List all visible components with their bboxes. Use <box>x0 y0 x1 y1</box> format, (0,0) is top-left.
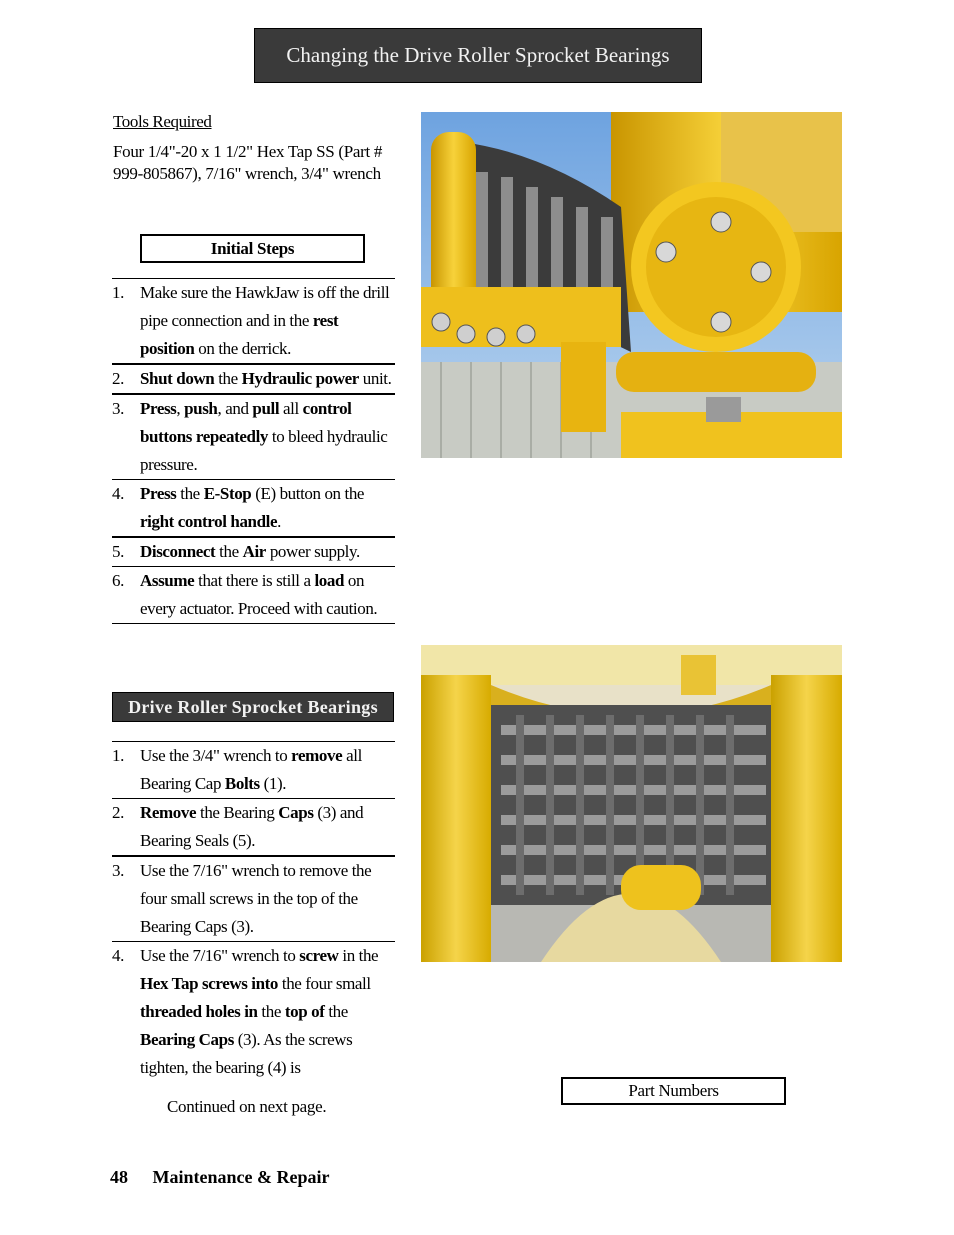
footer-section: Maintenance & Repair <box>152 1167 330 1187</box>
photo-sprocket-assembly-top <box>421 112 842 458</box>
initial-step <box>112 536 395 566</box>
continued-note: Continued on next page. <box>167 1097 327 1116</box>
step-number: 4. <box>112 484 124 503</box>
step-number: 6. <box>112 571 124 590</box>
step-text: Press, push, and pull all control buttons repeatedly to bleed hydraulic pressure. <box>140 399 388 474</box>
step-number: 5. <box>112 542 124 561</box>
part-numbers-box <box>561 1077 786 1105</box>
step-text: Disconnect the Air power supply. <box>140 542 360 561</box>
step-text: Make sure the HawkJaw is off the drill pipe connection and in the rest position on the derrick. <box>140 283 390 358</box>
section-title: Drive Roller Sprocket Bearings <box>128 696 378 717</box>
step-number: 1. <box>112 746 124 765</box>
initial-step <box>112 566 395 624</box>
initial-steps-heading <box>140 234 365 263</box>
section-title-bar <box>112 692 394 722</box>
tools-required-text: Four 1/4"-20 x 1 1/2" Hex Tap SS (Part # 999-805867), 7/16" wrench, 3/4" wrench <box>113 142 383 183</box>
page-title: Changing the Drive Roller Sprocket Bearings <box>286 43 670 67</box>
step-number: 3. <box>112 399 124 418</box>
sprocket-steps-list <box>112 741 395 1082</box>
step-number: 2. <box>112 369 124 388</box>
initial-step <box>112 393 395 479</box>
tools-required-label: Tools Required <box>113 112 212 131</box>
step-text: Shut down the Hydraulic power unit. <box>140 369 392 388</box>
step-text: Use the 7/16" wrench to remove the four small screws in the top of the Bearing Caps (3). <box>140 861 372 936</box>
step-text: Assume that there is still a load on every actuator. Proceed with caution. <box>140 571 378 618</box>
sprocket-step <box>112 741 395 798</box>
step-text: Use the 3/4" wrench to remove all Bearing Cap Bolts (1). <box>140 746 362 793</box>
sprocket-step <box>112 941 395 1082</box>
sprocket-step <box>112 855 395 941</box>
initial-steps-list <box>112 278 395 624</box>
sprocket-step <box>112 798 395 855</box>
initial-step <box>112 479 395 536</box>
page-number: 48 <box>110 1167 128 1187</box>
page-footer <box>110 1167 329 1188</box>
initial-step <box>112 363 395 393</box>
initial-steps-label: Initial Steps <box>210 238 295 258</box>
step-text: Use the 7/16" wrench to screw in the Hex Tap screws into the four small threaded holes in the top of the Bearing Caps (3). As the screws tighten, the bearing (4) is <box>140 946 379 1077</box>
step-number: 1. <box>112 283 124 302</box>
step-number: 4. <box>112 946 124 965</box>
step-text: Press the E-Stop (E) button on the right control handle. <box>140 484 365 531</box>
step-number: 3. <box>112 861 124 880</box>
page-title-bar <box>254 28 702 83</box>
photo-drive-roller-chains <box>421 645 842 962</box>
step-number: 2. <box>112 803 124 822</box>
step-text: Remove the Bearing Caps (3) and Bearing Seals (5). <box>140 803 364 850</box>
initial-step <box>112 278 395 363</box>
part-numbers-label: Part Numbers <box>628 1081 719 1100</box>
